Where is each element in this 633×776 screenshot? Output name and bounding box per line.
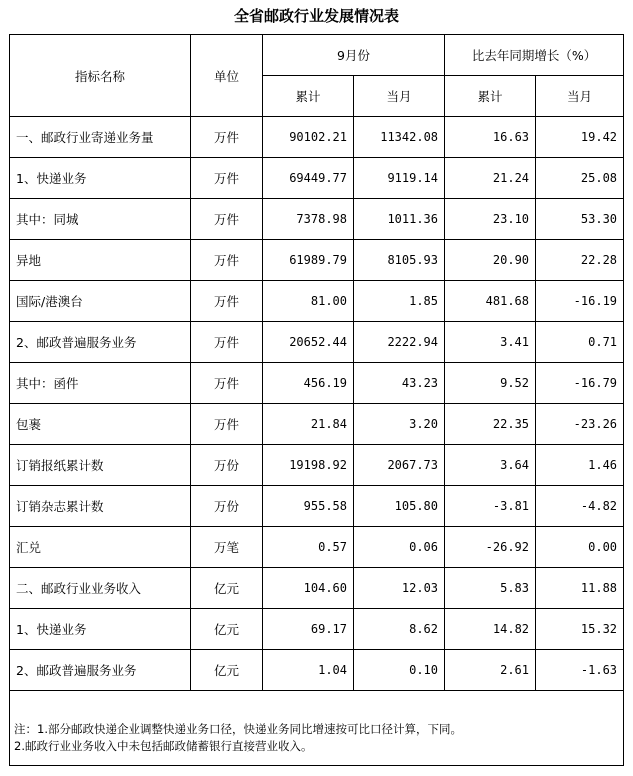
- row-unit-cell: 亿元: [191, 609, 263, 650]
- header-current-month: 当月: [354, 76, 445, 117]
- row-cumulative-cell: 104.60: [263, 568, 354, 609]
- row-growth-current-month-cell: 15.32: [536, 609, 624, 650]
- row-name-cell: 2、邮政普遍服务业务: [10, 650, 191, 691]
- row-unit-cell: 万件: [191, 240, 263, 281]
- table-row: [10, 568, 624, 609]
- row-current-month-cell: 0.06: [354, 527, 445, 568]
- row-current-month-cell: 105.80: [354, 486, 445, 527]
- row-name-cell: 一、邮政行业寄递业务量: [10, 117, 191, 158]
- row-current-month-cell: 0.10: [354, 650, 445, 691]
- row-unit-cell: 万份: [191, 445, 263, 486]
- row-growth-current-month-cell: 19.42: [536, 117, 624, 158]
- table-row: [10, 199, 624, 240]
- header-row-top: [10, 35, 624, 76]
- row-unit-cell: 万件: [191, 404, 263, 445]
- row-current-month-cell: 1.85: [354, 281, 445, 322]
- row-growth-cumulative-cell: 9.52: [445, 363, 536, 404]
- row-unit-cell: 万件: [191, 158, 263, 199]
- row-growth-current-month-cell: -16.19: [536, 281, 624, 322]
- row-growth-cumulative-cell: 21.24: [445, 158, 536, 199]
- row-unit-cell: 万件: [191, 117, 263, 158]
- stats-table: [9, 34, 624, 766]
- row-growth-current-month-cell: 22.28: [536, 240, 624, 281]
- row-name-cell: 其中：函件: [10, 363, 191, 404]
- row-cumulative-cell: 19198.92: [263, 445, 354, 486]
- row-current-month-cell: 2067.73: [354, 445, 445, 486]
- header-growth: 比去年同期增长（%）: [445, 35, 624, 76]
- table-row: [10, 363, 624, 404]
- header-period: 9月份: [263, 35, 445, 76]
- row-cumulative-cell: 0.57: [263, 527, 354, 568]
- row-name-cell: 二、邮政行业业务收入: [10, 568, 191, 609]
- row-cumulative-cell: 90102.21: [263, 117, 354, 158]
- row-current-month-cell: 2222.94: [354, 322, 445, 363]
- row-growth-current-month-cell: 25.08: [536, 158, 624, 199]
- row-name-cell: 汇兑: [10, 527, 191, 568]
- row-growth-current-month-cell: 0.71: [536, 322, 624, 363]
- row-growth-current-month-cell: 0.00: [536, 527, 624, 568]
- table-row: [10, 527, 624, 568]
- row-unit-cell: 万件: [191, 363, 263, 404]
- row-current-month-cell: 8105.93: [354, 240, 445, 281]
- header-unit: 单位: [191, 35, 263, 117]
- row-name-cell: 国际/港澳台: [10, 281, 191, 322]
- row-name-cell: 其中：同城: [10, 199, 191, 240]
- table-row: [10, 404, 624, 445]
- row-unit-cell: 亿元: [191, 650, 263, 691]
- row-growth-cumulative-cell: 3.64: [445, 445, 536, 486]
- row-growth-cumulative-cell: 2.61: [445, 650, 536, 691]
- row-growth-current-month-cell: -16.79: [536, 363, 624, 404]
- row-cumulative-cell: 81.00: [263, 281, 354, 322]
- notes-cell: [10, 691, 624, 766]
- row-growth-cumulative-cell: 3.41: [445, 322, 536, 363]
- row-name-cell: 订销杂志累计数: [10, 486, 191, 527]
- header-growth-cumulative: 累计: [445, 76, 536, 117]
- note-1: 注：1.部分邮政快递企业调整快递业务口径，快递业务同比增速按可比口径计算，下同。: [14, 722, 462, 736]
- note-2: 2.邮政行业业务收入中未包括邮政储蓄银行直接营业收入。: [14, 739, 313, 753]
- row-cumulative-cell: 456.19: [263, 363, 354, 404]
- row-current-month-cell: 43.23: [354, 363, 445, 404]
- row-cumulative-cell: 69.17: [263, 609, 354, 650]
- header-cumulative: 累计: [263, 76, 354, 117]
- row-growth-cumulative-cell: 23.10: [445, 199, 536, 240]
- row-growth-current-month-cell: 11.88: [536, 568, 624, 609]
- row-cumulative-cell: 21.84: [263, 404, 354, 445]
- row-growth-current-month-cell: -1.63: [536, 650, 624, 691]
- table-row: [10, 486, 624, 527]
- row-cumulative-cell: 61989.79: [263, 240, 354, 281]
- header-indicator: 指标名称: [10, 35, 191, 117]
- page-title: 全省邮政行业发展情况表: [233, 7, 399, 25]
- row-unit-cell: 万件: [191, 281, 263, 322]
- row-cumulative-cell: 69449.77: [263, 158, 354, 199]
- row-current-month-cell: 9119.14: [354, 158, 445, 199]
- row-growth-current-month-cell: 53.30: [536, 199, 624, 240]
- row-growth-cumulative-cell: -3.81: [445, 486, 536, 527]
- row-growth-cumulative-cell: 481.68: [445, 281, 536, 322]
- row-growth-current-month-cell: -23.26: [536, 404, 624, 445]
- table-body: [10, 117, 624, 691]
- row-cumulative-cell: 20652.44: [263, 322, 354, 363]
- row-growth-current-month-cell: 1.46: [536, 445, 624, 486]
- table-row: [10, 281, 624, 322]
- table-row: [10, 445, 624, 486]
- row-current-month-cell: 11342.08: [354, 117, 445, 158]
- table-row: [10, 158, 624, 199]
- row-name-cell: 1、快递业务: [10, 609, 191, 650]
- row-unit-cell: 亿元: [191, 568, 263, 609]
- row-growth-cumulative-cell: 14.82: [445, 609, 536, 650]
- row-unit-cell: 万件: [191, 199, 263, 240]
- row-cumulative-cell: 1.04: [263, 650, 354, 691]
- row-unit-cell: 万份: [191, 486, 263, 527]
- row-name-cell: 2、邮政普遍服务业务: [10, 322, 191, 363]
- table-row: [10, 240, 624, 281]
- row-current-month-cell: 3.20: [354, 404, 445, 445]
- notes-row: [10, 691, 624, 766]
- row-name-cell: 异地: [10, 240, 191, 281]
- row-current-month-cell: 12.03: [354, 568, 445, 609]
- row-growth-cumulative-cell: 22.35: [445, 404, 536, 445]
- table-row: [10, 650, 624, 691]
- row-unit-cell: 万笔: [191, 527, 263, 568]
- row-cumulative-cell: 7378.98: [263, 199, 354, 240]
- row-cumulative-cell: 955.58: [263, 486, 354, 527]
- row-current-month-cell: 1011.36: [354, 199, 445, 240]
- row-growth-cumulative-cell: 5.83: [445, 568, 536, 609]
- row-growth-current-month-cell: -4.82: [536, 486, 624, 527]
- row-name-cell: 1、快递业务: [10, 158, 191, 199]
- row-name-cell: 包裹: [10, 404, 191, 445]
- table-row: [10, 117, 624, 158]
- row-growth-cumulative-cell: -26.92: [445, 527, 536, 568]
- row-name-cell: 订销报纸累计数: [10, 445, 191, 486]
- row-unit-cell: 万件: [191, 322, 263, 363]
- table-row: [10, 322, 624, 363]
- table-row: [10, 609, 624, 650]
- row-growth-cumulative-cell: 20.90: [445, 240, 536, 281]
- row-current-month-cell: 8.62: [354, 609, 445, 650]
- row-growth-cumulative-cell: 16.63: [445, 117, 536, 158]
- header-growth-current-month: 当月: [536, 76, 624, 117]
